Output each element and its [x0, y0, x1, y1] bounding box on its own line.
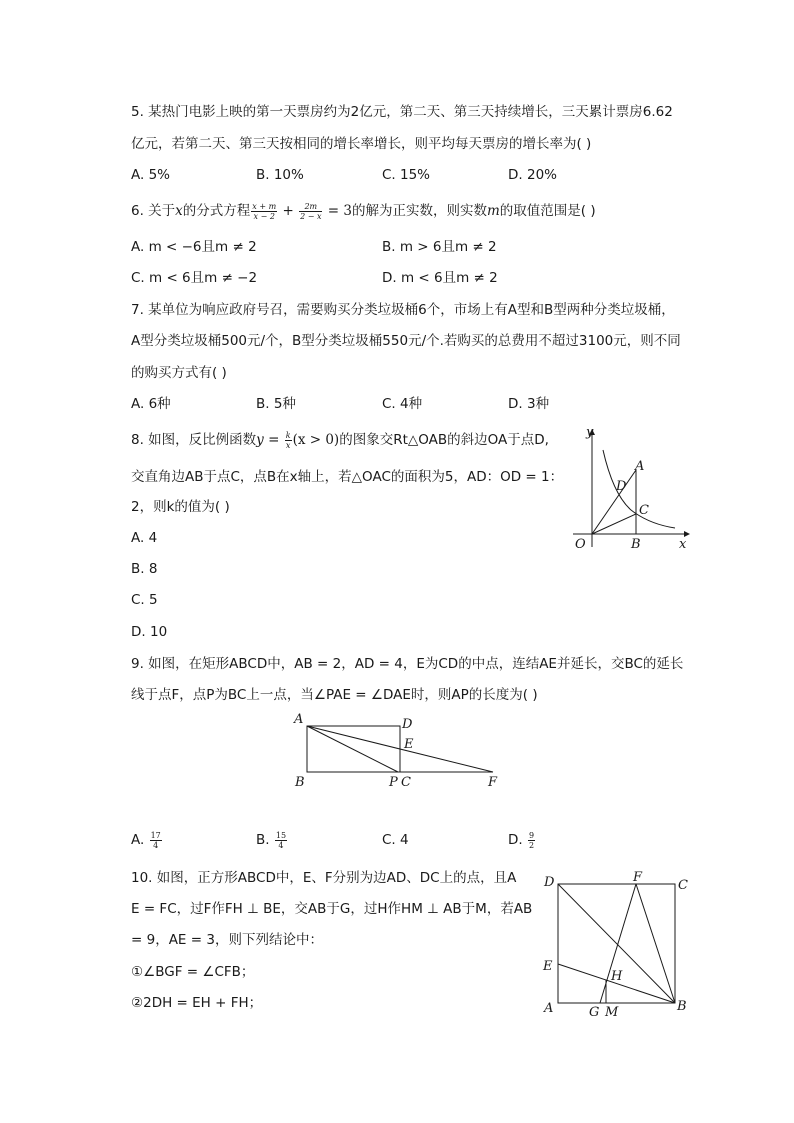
q9-label-a: A — [294, 712, 304, 727]
q9-option-d-den: 2 — [528, 840, 535, 850]
q5-line1: 5. 某热门电影上映的第一天票房约为2亿元，第二天、第三天持续增长，三天累计票房6.62 — [131, 104, 673, 120]
q6-fraction-2-den: 2 − x — [300, 211, 322, 221]
q6-fraction-1-num: x + m — [252, 201, 277, 211]
q6-stem — [131, 201, 596, 221]
q8-prefix: 8. 如图，反比例函数 — [131, 432, 257, 448]
q6-var-x: x — [175, 203, 183, 219]
q10-label-d: D — [544, 875, 555, 890]
q6-fraction-1-den: x − 2 — [253, 211, 275, 221]
q9-option-a-den: 4 — [153, 840, 159, 850]
q7-line1: 7. 某单位为响应政府号召，需要购买分类垃圾桶6个，市场上有A型和B型两种分类垃圾桶， — [131, 302, 675, 318]
q5-line2: 亿元，若第二天、第三天按相同的增长率增长，则平均每天票房的增长率为( ) — [131, 136, 592, 152]
q9-label-c: C — [401, 775, 411, 790]
q10-label-g: G — [589, 1005, 600, 1020]
q8-condition: (x > 0) — [292, 432, 340, 448]
q8-figure — [565, 422, 695, 552]
q9-option-b-label: B. — [256, 832, 270, 848]
q9-option-d-label: D. — [508, 832, 523, 848]
q8-label-a: A — [635, 459, 645, 474]
q8-label-x: x — [679, 537, 687, 552]
q5-option-a: A. 5% — [131, 167, 170, 183]
q8-label-d: D — [616, 479, 627, 494]
q8-y-eq: y = — [256, 432, 284, 448]
q9-option-a — [131, 830, 163, 850]
q9-option-a-fraction — [150, 831, 162, 850]
q10-label-e: E — [543, 959, 553, 974]
q8-option-d: D. 10 — [131, 624, 168, 640]
q9-label-p: P — [389, 775, 398, 790]
q8-label-y: y — [586, 425, 594, 440]
q9-option-b-fraction — [275, 831, 287, 850]
q5-option-d: D. 20% — [508, 167, 557, 183]
q6-eq: = 3 — [323, 203, 352, 219]
q9-label-e: E — [404, 737, 414, 752]
q8-label-b: B — [631, 537, 641, 552]
q8-fraction — [285, 431, 292, 450]
q10-segment-fg — [600, 884, 636, 1003]
q7-option-c: C. 4种 — [382, 396, 423, 412]
q9-option-a-num: 17 — [150, 830, 161, 840]
q6-suffix2: 的取值范围是( ) — [499, 203, 596, 219]
q6-var-m: m — [486, 203, 500, 219]
q9-option-a-label: A. — [131, 832, 145, 848]
q7-option-b: B. 5种 — [256, 396, 296, 412]
q9-label-d: D — [402, 717, 413, 732]
q9-option-b — [256, 830, 288, 850]
q10-segment-db — [558, 884, 675, 1003]
q9-option-b-num: 15 — [275, 830, 287, 840]
q6-fraction-2 — [299, 202, 322, 221]
q9-option-d — [508, 830, 536, 850]
q8-label-o: O — [575, 537, 586, 552]
q6-fraction-1 — [251, 202, 277, 221]
q9-line1: 9. 如图，在矩形ABCD中，AB = 2，AD = 4，E为CD的中点，连结AE并延长，交BC的延长 — [131, 656, 684, 672]
q10-label-f: F — [633, 870, 643, 885]
q9-option-b-den: 4 — [278, 840, 284, 850]
q9-option-d-num: 9 — [528, 830, 535, 840]
q10-conclusion-2: ②2DH = EH + FH； — [131, 995, 263, 1011]
q10-conclusion-1: ①∠BGF = ∠CFB； — [131, 964, 255, 980]
q6-prefix: 6. 关于 — [131, 203, 176, 219]
q9-option-c — [382, 830, 409, 850]
q10-label-a: A — [544, 1001, 554, 1016]
q6-option-a: A. m < −6且m ≠ 2 — [131, 239, 257, 255]
q10-segment-fb — [636, 884, 675, 1003]
q9-option-c-label: C. — [382, 832, 396, 848]
q10-figure — [538, 868, 698, 1023]
q6-fraction-2-num: 2m — [299, 202, 322, 212]
q8-label-c: C — [639, 503, 649, 518]
q5-option-b: B. 10% — [256, 167, 304, 183]
q9-segment-ap — [307, 726, 398, 772]
q8-fraction-den: x — [285, 440, 291, 450]
q9-figure — [285, 708, 515, 793]
q10-label-b: B — [677, 999, 687, 1014]
q8-option-b: B. 8 — [131, 561, 158, 577]
q9-label-f: F — [488, 775, 498, 790]
q8-fraction-num: k — [285, 430, 291, 440]
q8-line1 — [131, 430, 549, 450]
q5-option-c: C. 15% — [382, 167, 431, 183]
q9-label-b: B — [295, 775, 305, 790]
q10-line3: = 9，AE = 3，则下列结论中： — [131, 932, 323, 948]
q6-suffix1: 的解为正实数，则实数 — [351, 203, 487, 219]
q10-label-m: M — [605, 1005, 619, 1020]
q8-suffix: 的图象交Rt△OAB的斜边OA于点D, — [339, 432, 549, 448]
q6-plus: + — [278, 203, 299, 219]
q9-line2: 线于点F，点P为BC上一点，当∠PAE = ∠DAE时，则AP的长度为( ) — [131, 687, 538, 703]
q8-option-c: C. 5 — [131, 592, 158, 608]
q10-line2: E = FC，过F作FH ⊥ BE，交AB于G，过H作HM ⊥ AB于M，若AB — [131, 901, 533, 917]
q6-option-d: D. m < 6且m ≠ 2 — [382, 270, 498, 286]
q7-line3: 的购买方式有( ) — [131, 365, 227, 381]
q7-option-a: A. 6种 — [131, 396, 171, 412]
q6-mid: 的分式方程 — [182, 203, 251, 219]
q6-option-b: B. m > 6且m ≠ 2 — [382, 239, 497, 255]
q8-option-a: A. 4 — [131, 530, 158, 546]
q10-line1: 10. 如图，正方形ABCD中，E、F分别为边AD、DC上的点，且A — [131, 870, 517, 886]
q10-label-h: H — [611, 969, 623, 984]
q8-line2: 交直角边AB于点C，点B在x轴上，若△OAC的面积为5，AD：OD = 1： — [131, 469, 564, 485]
q8-line3: 2，则k的值为( ) — [131, 499, 230, 515]
q9-option-c-text: 4 — [400, 832, 409, 848]
q9-option-d-fraction — [528, 831, 535, 850]
q7-option-d: D. 3种 — [508, 396, 550, 412]
q6-option-c: C. m < 6且m ≠ −2 — [131, 270, 258, 286]
q7-line2: A型分类垃圾桶500元/个，B型分类垃圾桶550元/个.若购买的总费用不超过3100元，则不同 — [131, 333, 681, 349]
q10-label-c: C — [678, 878, 688, 893]
